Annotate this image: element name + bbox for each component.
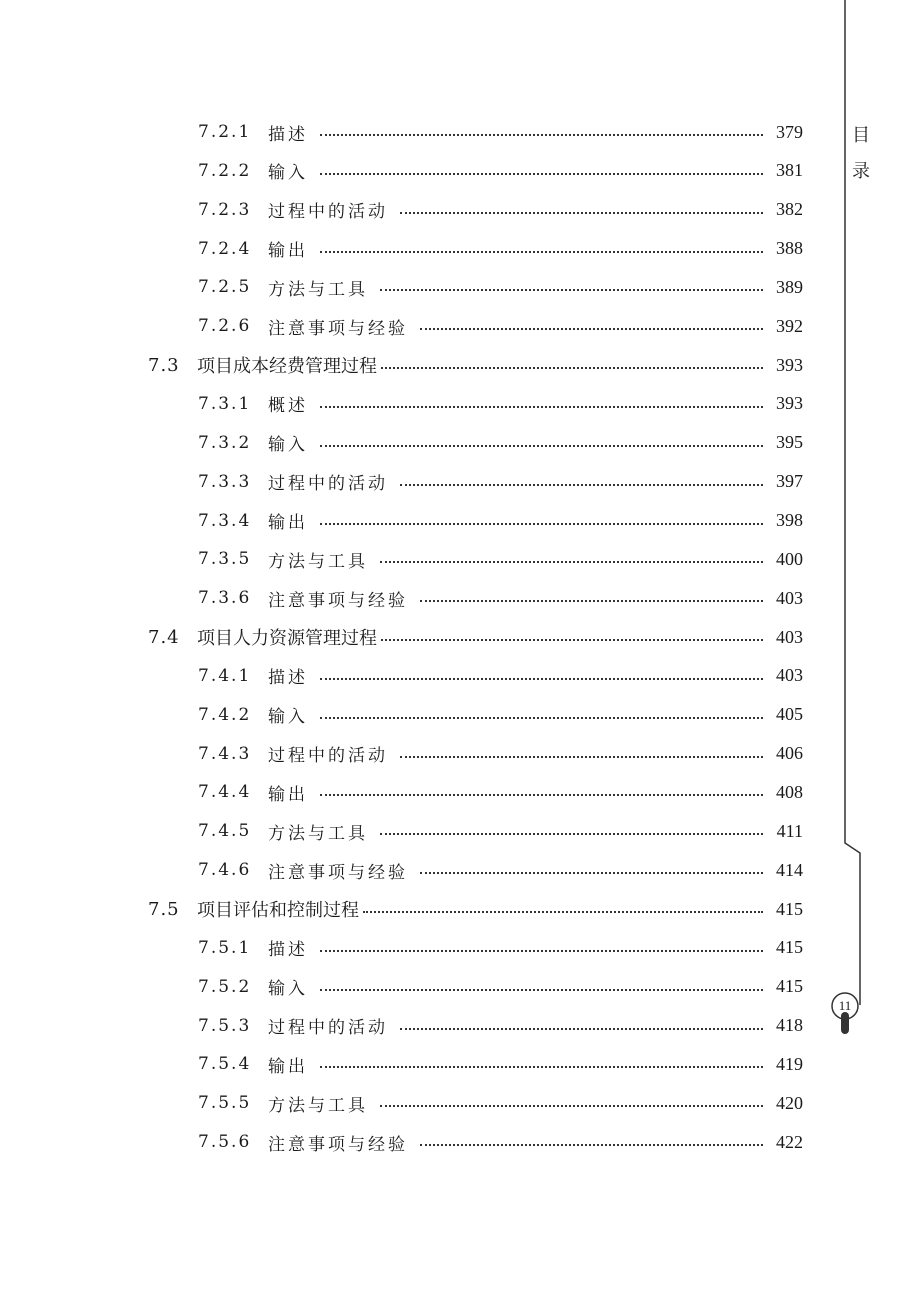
toc-subsection-entry[interactable] bbox=[198, 735, 803, 773]
toc-entry-page: 379 bbox=[776, 121, 803, 142]
toc-entry-title: 项目评估和控制过程 bbox=[197, 900, 359, 921]
side-label-char: 录 bbox=[852, 161, 870, 182]
toc-entry-page: 400 bbox=[776, 548, 803, 569]
toc-entry-title: 项目人力资源管理过程 bbox=[197, 628, 377, 650]
toc-entry-number: 7.3.5 bbox=[198, 549, 252, 570]
toc-entry-page: 418 bbox=[776, 1015, 803, 1036]
toc-entry-page: 398 bbox=[776, 510, 803, 530]
toc-entry-page: 393 bbox=[776, 393, 803, 414]
toc-entry-number: 7.5.2 bbox=[198, 976, 252, 997]
toc-entry-page: 415 bbox=[776, 937, 803, 958]
toc-entry-title: 过程中的活动 bbox=[268, 474, 388, 495]
toc-subsection-entry[interactable] bbox=[198, 812, 803, 850]
toc-entry-title: 输入 bbox=[268, 435, 308, 456]
toc-subsection-entry[interactable] bbox=[198, 968, 803, 1006]
toc-entry-page: 422 bbox=[776, 1131, 803, 1152]
toc-entry-title: 描述 bbox=[268, 668, 308, 689]
toc-entry-page: 408 bbox=[776, 781, 803, 802]
toc-entry-title: 项目成本经费管理过程 bbox=[197, 356, 377, 378]
toc-dot-leader bbox=[380, 1105, 763, 1107]
toc-dot-leader bbox=[381, 639, 763, 641]
toc-entry-page: 415 bbox=[776, 898, 803, 919]
toc-entry-title: 输入 bbox=[268, 163, 308, 184]
toc-subsection-entry[interactable] bbox=[198, 113, 803, 151]
toc-dot-leader bbox=[320, 523, 763, 525]
toc-subsection-entry[interactable] bbox=[198, 696, 803, 734]
toc-section-entry[interactable] bbox=[148, 890, 803, 928]
toc-entry-title: 输出 bbox=[268, 1056, 308, 1077]
toc-dot-leader bbox=[320, 445, 763, 447]
toc-entry-number: 7.4.5 bbox=[198, 821, 252, 842]
toc-subsection-entry[interactable] bbox=[198, 463, 803, 501]
toc-entry-title: 注意事项与经验 bbox=[268, 590, 408, 611]
toc-dot-leader bbox=[420, 1144, 763, 1146]
toc-dot-leader bbox=[420, 600, 763, 602]
page-number: 11 bbox=[838, 998, 852, 1013]
toc-entry-number: 7.2.2 bbox=[198, 160, 252, 181]
toc-dot-leader bbox=[320, 134, 763, 136]
toc-entry-title: 方法与工具 bbox=[268, 1095, 368, 1116]
toc-dot-leader bbox=[420, 328, 763, 330]
toc-entry-title: 输入 bbox=[268, 707, 308, 728]
toc-entry-number: 7.3.6 bbox=[198, 588, 252, 609]
toc-entry-number: 7.2.4 bbox=[198, 238, 252, 259]
toc-entry-page: 414 bbox=[776, 859, 803, 880]
toc-subsection-entry[interactable] bbox=[198, 1084, 803, 1122]
toc-subsection-entry[interactable] bbox=[198, 424, 803, 462]
toc-entry-number: 7.5.1 bbox=[198, 937, 252, 958]
toc-subsection-entry[interactable] bbox=[198, 540, 803, 578]
toc-entry-page: 415 bbox=[776, 976, 803, 997]
toc-subsection-entry[interactable] bbox=[198, 307, 803, 345]
toc-entry-title: 注意事项与经验 bbox=[268, 318, 408, 339]
toc-entry-title: 注意事项与经验 bbox=[268, 862, 408, 883]
toc-entry-page: 403 bbox=[776, 587, 803, 608]
toc-entry-title: 注意事项与经验 bbox=[268, 1134, 408, 1155]
toc-dot-leader bbox=[320, 406, 763, 408]
toc-entry-number: 7.4.1 bbox=[198, 665, 252, 686]
toc-section-entry[interactable] bbox=[148, 618, 803, 656]
toc-entry-number: 7.4.3 bbox=[198, 743, 252, 764]
toc-entry-page: 406 bbox=[776, 743, 803, 764]
toc-entry-number: 7.4 bbox=[148, 626, 180, 648]
toc-dot-leader bbox=[380, 833, 763, 835]
toc-entry-number: 7.2.1 bbox=[198, 122, 252, 142]
toc-entry-page: 382 bbox=[776, 199, 803, 220]
toc-entry-title: 输出 bbox=[268, 784, 308, 805]
toc-subsection-entry[interactable] bbox=[198, 929, 803, 967]
toc-dot-leader bbox=[320, 1066, 763, 1068]
toc-entry-title: 输入 bbox=[268, 979, 308, 1000]
toc-entry-number: 7.5 bbox=[148, 898, 180, 920]
toc-subsection-entry[interactable] bbox=[198, 385, 803, 423]
toc-subsection-entry[interactable] bbox=[198, 579, 803, 617]
toc-entry-page: 392 bbox=[776, 315, 803, 336]
toc-entry-title: 描述 bbox=[268, 940, 308, 961]
toc-entry-number: 7.4.4 bbox=[198, 782, 252, 803]
toc-dot-leader bbox=[420, 872, 763, 874]
toc-dot-leader bbox=[320, 794, 763, 796]
toc-dot-leader bbox=[400, 212, 763, 214]
toc-entry-title: 方法与工具 bbox=[268, 279, 368, 300]
toc-entry-number: 7.5.6 bbox=[198, 1132, 252, 1153]
toc-entry-title: 描述 bbox=[268, 124, 308, 145]
toc-dot-leader bbox=[381, 367, 763, 369]
toc-subsection-entry[interactable] bbox=[198, 773, 803, 811]
toc-dot-leader bbox=[320, 717, 763, 719]
toc-entry-page: 419 bbox=[776, 1053, 803, 1074]
toc-subsection-entry[interactable] bbox=[198, 502, 803, 540]
toc-entry-page: 395 bbox=[776, 432, 803, 453]
toc-entry-number: 7.4.6 bbox=[198, 860, 252, 881]
toc-entry-number: 7.3.3 bbox=[198, 471, 252, 492]
toc-entry-page: 393 bbox=[776, 354, 803, 375]
toc-subsection-entry[interactable] bbox=[198, 1123, 803, 1161]
toc-entry-title: 方法与工具 bbox=[268, 823, 368, 844]
toc-dot-leader bbox=[400, 484, 763, 486]
toc-entry-page: 397 bbox=[776, 471, 803, 492]
toc-entry-title: 过程中的活动 bbox=[268, 1018, 388, 1039]
toc-dot-leader bbox=[400, 756, 763, 758]
toc-entry-page: 420 bbox=[776, 1092, 803, 1113]
toc-entry-page: 388 bbox=[776, 238, 803, 259]
toc-entry-page: 403 bbox=[776, 626, 803, 647]
toc-entry-page: 405 bbox=[776, 704, 803, 725]
toc-entry-title: 输出 bbox=[268, 513, 308, 533]
toc-subsection-entry[interactable] bbox=[198, 1007, 803, 1045]
toc-entry-page: 389 bbox=[776, 276, 803, 297]
toc-entry-title: 方法与工具 bbox=[268, 551, 368, 572]
toc-dot-leader bbox=[320, 989, 763, 991]
side-section-label bbox=[851, 118, 871, 190]
toc-entry-number: 7.3.4 bbox=[198, 510, 252, 531]
toc-entry-number: 7.5.4 bbox=[198, 1054, 252, 1075]
toc-dot-leader bbox=[320, 251, 763, 253]
toc-subsection-entry[interactable] bbox=[198, 268, 803, 306]
toc-entry-number: 7.5.5 bbox=[198, 1093, 252, 1114]
toc-subsection-entry[interactable] bbox=[198, 152, 803, 190]
toc-entry-number: 7.2.3 bbox=[198, 199, 252, 220]
toc-entry-number: 7.3.1 bbox=[198, 393, 252, 414]
toc-subsection-entry[interactable] bbox=[198, 851, 803, 889]
toc-dot-leader bbox=[320, 950, 763, 952]
toc-entry-page: 411 bbox=[776, 820, 803, 841]
toc-subsection-entry[interactable] bbox=[198, 657, 803, 695]
toc-entry-number: 7.4.2 bbox=[198, 704, 252, 725]
toc-entry-title: 输出 bbox=[268, 241, 308, 262]
toc-subsection-entry[interactable] bbox=[198, 1045, 803, 1083]
toc-entry-number: 7.3.2 bbox=[198, 432, 252, 453]
toc-section-entry[interactable] bbox=[148, 346, 803, 384]
toc-entry-title: 概述 bbox=[268, 396, 308, 417]
toc-dot-leader bbox=[363, 911, 763, 913]
toc-entry-number: 7.2.6 bbox=[198, 316, 252, 337]
toc-entry-number: 7.3 bbox=[148, 354, 180, 376]
toc-dot-leader bbox=[320, 678, 763, 680]
toc-dot-leader bbox=[320, 173, 763, 175]
toc-entry-page: 381 bbox=[776, 160, 803, 181]
toc-entry-page: 403 bbox=[776, 665, 803, 686]
toc-dot-leader bbox=[400, 1028, 763, 1030]
side-label-char: 目 bbox=[852, 125, 870, 146]
toc-entry-title: 过程中的活动 bbox=[268, 746, 388, 767]
toc-entry-number: 7.2.5 bbox=[198, 277, 252, 298]
toc-dot-leader bbox=[380, 561, 763, 563]
toc-dot-leader bbox=[380, 289, 763, 291]
toc-subsection-entry[interactable] bbox=[198, 191, 803, 229]
toc-entry-title: 过程中的活动 bbox=[268, 202, 388, 223]
toc-subsection-entry[interactable] bbox=[198, 230, 803, 268]
toc-entry-number: 7.5.3 bbox=[198, 1015, 252, 1036]
